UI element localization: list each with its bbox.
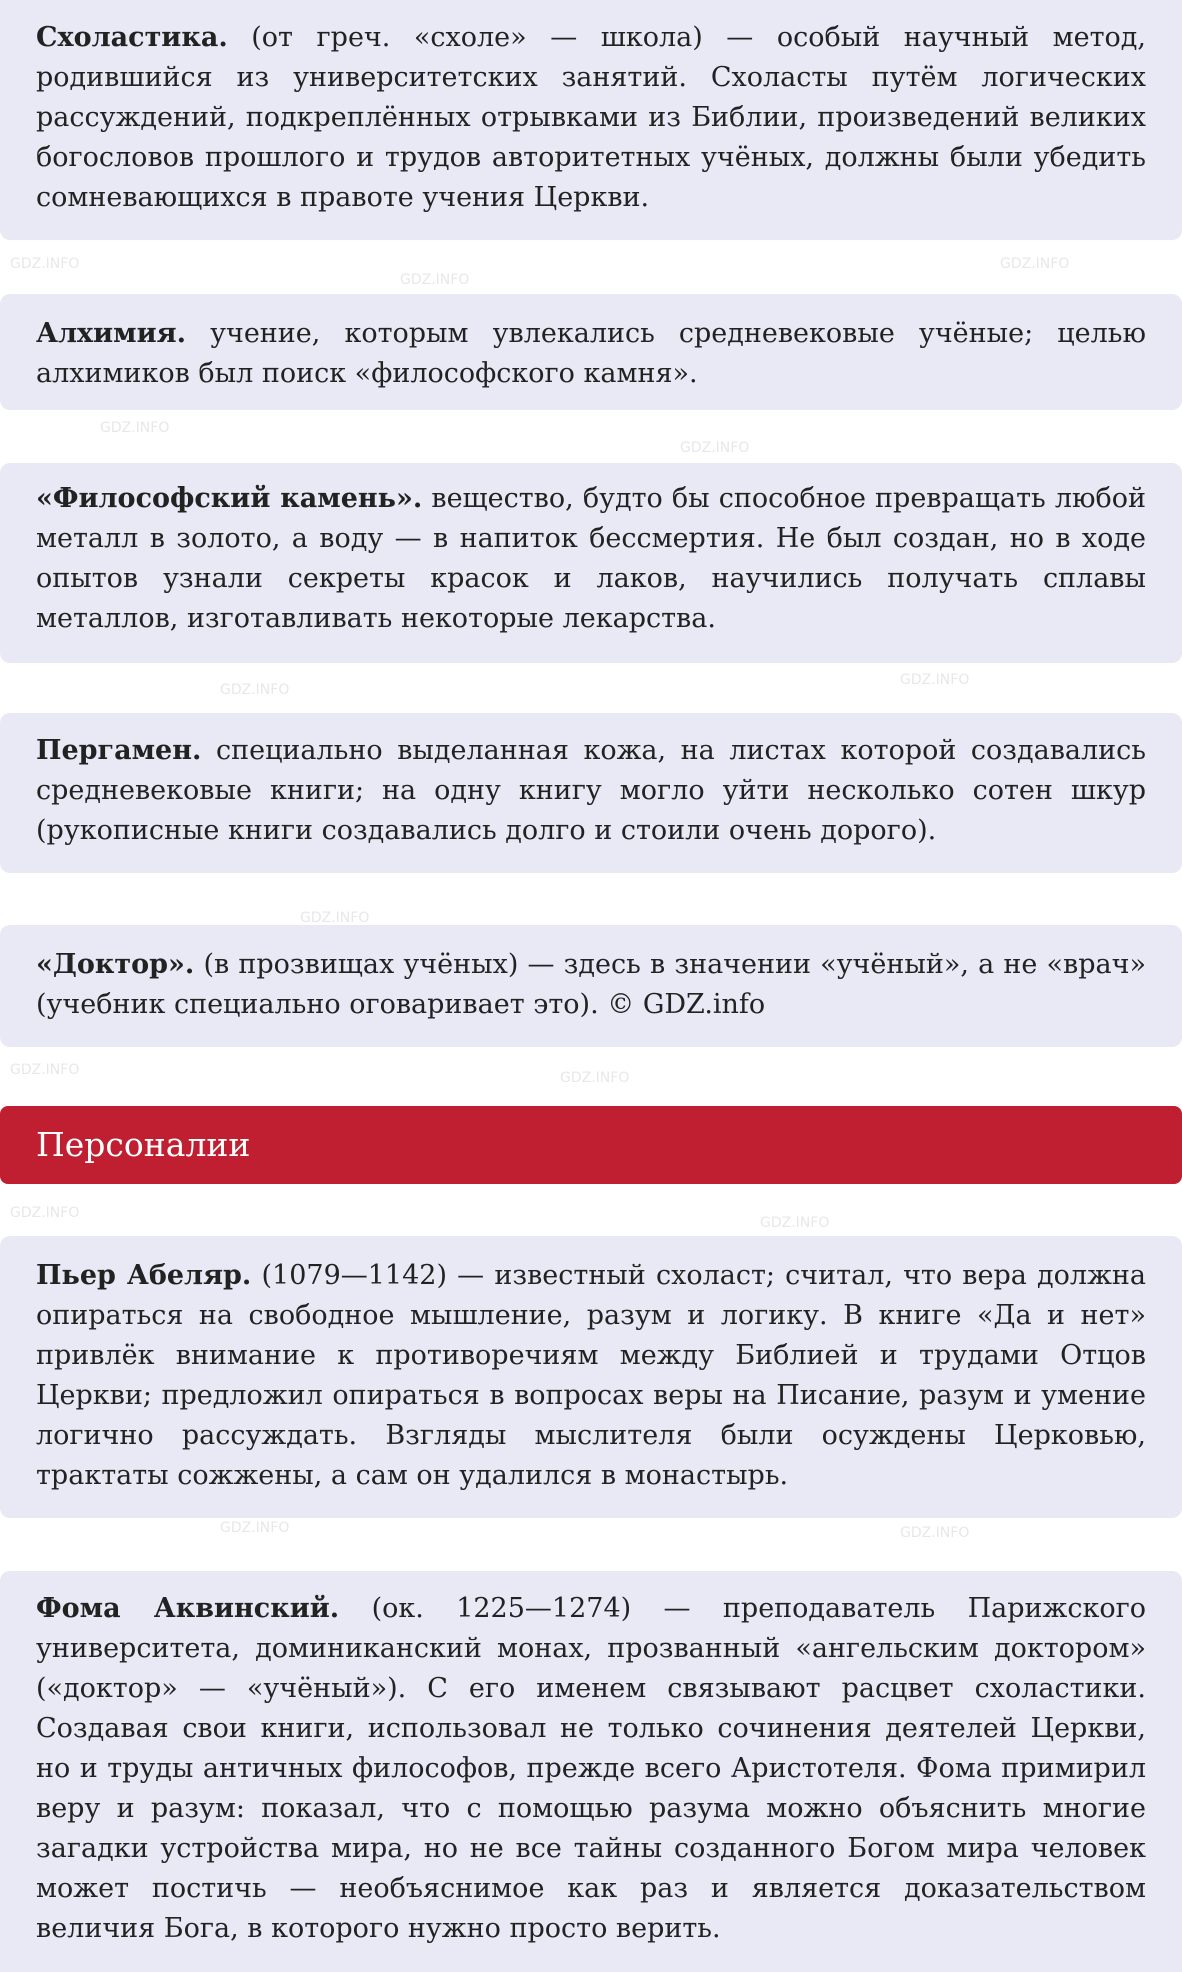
watermark: GDZ.INFO bbox=[300, 910, 370, 926]
watermark: GDZ.INFO bbox=[680, 440, 750, 456]
glossary-card-alchemy bbox=[0, 294, 1182, 410]
watermark: GDZ.INFO bbox=[760, 1215, 830, 1231]
watermark: GDZ.INFO bbox=[560, 1070, 630, 1086]
section-header bbox=[0, 1106, 1182, 1184]
watermark: GDZ.INFO bbox=[100, 420, 170, 436]
watermark: GDZ.INFO bbox=[10, 256, 80, 272]
watermark: GDZ.INFO bbox=[220, 682, 290, 698]
section-header-title: Персоналии bbox=[36, 1125, 251, 1164]
glossary-definition: (в прозвищах учёных) — здесь в значении «учёный», а не «врач» (учебник специально оговаривает это). © GDZ.info bbox=[36, 949, 1146, 1020]
watermark: GDZ.INFO bbox=[900, 1525, 970, 1541]
glossary-term: «Философский камень». bbox=[36, 483, 423, 514]
glossary-term: Пергамен. bbox=[36, 735, 202, 766]
watermark: GDZ.INFO bbox=[400, 272, 470, 288]
watermark: GDZ.INFO bbox=[900, 672, 970, 688]
person-card-abelard bbox=[0, 1236, 1182, 1518]
glossary-term: «Доктор». bbox=[36, 949, 195, 980]
watermark: GDZ.INFO bbox=[220, 1520, 290, 1536]
glossary-definition: учение, которым увлекались средневековые учёные; целью алхимиков был поиск «философского камня». bbox=[36, 318, 1146, 389]
person-description: (1079—1142) — известный схоласт; считал, что вера должна опираться на свободное мышление, разум и логику. В книге «Да и нет» привлёк внимание к противоречиям между Библией и трудами Отцов Церкви; предложил опираться в вопросах веры на Писание, разум и умение логично рассуждать. Взгляды мыслителя были осуждены Церковью, трактаты сожжены, а сам он удалился в монастырь. bbox=[36, 1260, 1146, 1491]
watermark: GDZ.INFO bbox=[1000, 256, 1070, 272]
glossary-card-parchment bbox=[0, 713, 1182, 873]
person-description: (ок. 1225—1274) — преподаватель Парижского университета, доминиканский монах, прозванный «ангельским доктором» («доктор» — «учёный»). С его именем связывают расцвет схоластики. Создавая свои книги, использовал не только сочинения деятелей Церкви, но и труды античных философов, прежде всего Аристотеля. Фома примирил веру и разум: показал, что с помощью разума можно объяснить многие загадки устройства мира, но не все тайны созданного Богом мира человек может постичь — необъяснимое как раз и является доказательством величия Бога, в которого нужно просто верить. bbox=[36, 1593, 1147, 1944]
glossary-card-scholasticism bbox=[0, 0, 1182, 240]
glossary-definition: вещество, будто бы способное превращать любой металл в золото, а воду — в напиток бессмертия. Не был создан, но в ходе опытов узнали секреты красок и лаков, научились получать сплавы металлов, изготавливать некоторые лекарства. bbox=[36, 483, 1146, 634]
glossary-card-philosophers-stone bbox=[0, 463, 1182, 663]
person-card-aquinas bbox=[0, 1571, 1182, 1972]
person-name: Пьер Абеляр. bbox=[36, 1260, 252, 1291]
watermark: GDZ.INFO bbox=[10, 1205, 80, 1221]
glossary-term: Схоластика. bbox=[36, 22, 228, 53]
person-name: Фома Аквинский. bbox=[36, 1593, 340, 1624]
watermark: GDZ.INFO bbox=[10, 1062, 80, 1078]
glossary-definition: (от греч. «схоле» — школа) — особый научный метод, родившийся из университетских занятий. Схоласты путём логических рассуждений, подкреплённых отрывками из Библии, произведений великих богословов прошлого и трудов авторитетных учёных, должны были убедить сомневающихся в правоте учения Церкви. bbox=[36, 22, 1146, 213]
glossary-card-doctor bbox=[0, 925, 1182, 1047]
glossary-definition: специально выделанная кожа, на листах которой создавались средневековые книги; на одну книгу могло уйти несколько сотен шкур (рукописные книги создавались долго и стоили очень дорого). bbox=[36, 735, 1146, 846]
glossary-term: Алхимия. bbox=[36, 318, 186, 349]
